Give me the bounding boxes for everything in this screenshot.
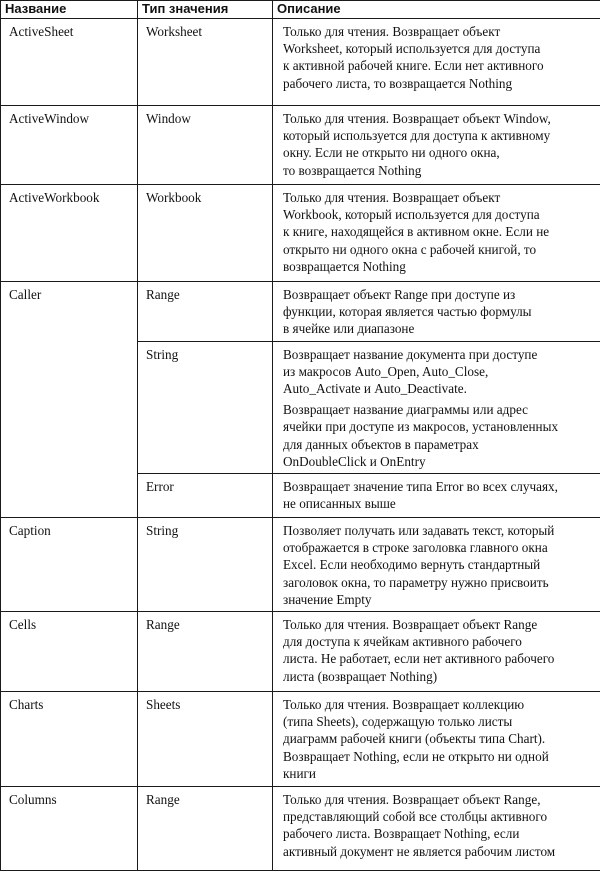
- property-name-cell: ActiveWindow: [1, 106, 138, 185]
- description-cell: [273, 341, 600, 473]
- description-paragraph: [283, 791, 594, 860]
- value-type-cell: Error: [138, 474, 273, 518]
- description-line: диаграмм рабочей книги (объекты типа Chart).: [283, 730, 594, 747]
- description-line: Возвращает объект Range при доступе из: [283, 286, 594, 303]
- table-row: [1, 185, 600, 282]
- description-line: для данных объектов в параметрах: [283, 436, 594, 453]
- description-line: рабочего листа. Возвращает Nothing, если: [283, 825, 594, 842]
- description-line: не описанных выше: [283, 495, 594, 512]
- description-cell: [273, 787, 600, 871]
- description-line: Auto_Activate и Auto_Deactivate.: [283, 380, 594, 397]
- description-paragraph: [283, 23, 594, 92]
- description-line: OnDoubleClick и OnEntry: [283, 453, 594, 470]
- table-row: [1, 518, 600, 612]
- description-cell: [273, 185, 600, 282]
- description-line: Возвращает название документа при доступе: [283, 346, 594, 363]
- description-line: Только для чтения. Возвращает объект Range,: [283, 791, 594, 808]
- description-cell: [273, 612, 600, 692]
- description-line: то возвращается Nothing: [283, 162, 594, 179]
- description-line: возвращается Nothing: [283, 258, 594, 275]
- description-paragraph: [283, 696, 594, 782]
- description-line: открыто ни одного окна с рабочей книгой, то: [283, 241, 594, 258]
- description-line: Возвращает название диаграммы или адрес: [283, 401, 594, 418]
- header-row: [1, 1, 600, 19]
- description-paragraph: [283, 616, 594, 685]
- value-type-cell: String: [138, 341, 273, 473]
- description-line: к книге, находящейся в активном окне. Если не: [283, 223, 594, 240]
- description-line: Только для чтения. Возвращает объект Range: [283, 616, 594, 633]
- value-type-cell: Window: [138, 106, 273, 185]
- description-line: окну. Если не открыто ни одного окна,: [283, 144, 594, 161]
- description-cell: [273, 518, 600, 612]
- description-line: который используется для доступа к активному: [283, 127, 594, 144]
- header-description: Описание: [273, 1, 600, 19]
- description-line: листа (возвращает Nothing): [283, 668, 594, 685]
- table-row: [1, 19, 600, 106]
- table-row: [1, 282, 600, 342]
- property-name-cell: Charts: [1, 692, 138, 787]
- value-type-cell: String: [138, 518, 273, 612]
- table-row: [1, 612, 600, 692]
- table-row: [1, 787, 600, 871]
- description-cell: [273, 282, 600, 342]
- description-line: книги: [283, 765, 594, 782]
- description-cell: [273, 474, 600, 518]
- description-paragraph: [283, 478, 594, 512]
- description-line: Excel. Если необходимо вернуть стандартный: [283, 556, 594, 573]
- description-paragraph: [283, 110, 594, 179]
- description-line: ячейки при доступе из макросов, установленных: [283, 418, 594, 435]
- description-paragraph: [283, 346, 594, 398]
- value-type-cell: Range: [138, 282, 273, 342]
- description-line: Возвращает значение типа Error во всех случаях,: [283, 478, 594, 495]
- description-cell: [273, 19, 600, 106]
- description-line: представляющий собой все столбцы активного: [283, 808, 594, 825]
- description-paragraph: [283, 522, 594, 608]
- description-line: Только для чтения. Возвращает объект: [283, 23, 594, 40]
- description-line: (типа Sheets), содержащую только листы: [283, 713, 594, 730]
- description-line: Worksheet, который используется для доступа: [283, 40, 594, 57]
- description-line: Возвращает Nothing, если не открыто ни одной: [283, 748, 594, 765]
- description-line: заголовок окна, то параметру нужно присвоить: [283, 574, 594, 591]
- description-line: Только для чтения. Возвращает объект Window,: [283, 110, 594, 127]
- description-line: активный документ не является рабочим листом: [283, 843, 594, 860]
- value-type-cell: Workbook: [138, 185, 273, 282]
- value-type-cell: Sheets: [138, 692, 273, 787]
- property-name-cell: ActiveSheet: [1, 19, 138, 106]
- header-name: Название: [1, 1, 138, 19]
- property-name-cell: ActiveWorkbook: [1, 185, 138, 282]
- description-line: Только для чтения. Возвращает объект: [283, 189, 594, 206]
- description-line: отображается в строке заголовка главного окна: [283, 539, 594, 556]
- description-cell: [273, 692, 600, 787]
- value-type-cell: Range: [138, 612, 273, 692]
- table-row: [1, 106, 600, 185]
- description-cell: [273, 106, 600, 185]
- description-paragraph: [283, 401, 594, 470]
- property-name-cell: Caller: [1, 282, 138, 518]
- header-type: Тип значения: [138, 1, 273, 19]
- description-line: функции, которая является частью формулы: [283, 303, 594, 320]
- description-line: листа. Не работает, если нет активного рабочего: [283, 650, 594, 667]
- value-type-cell: Worksheet: [138, 19, 273, 106]
- description-line: значение Empty: [283, 591, 594, 608]
- description-line: для доступа к ячейкам активного рабочего: [283, 633, 594, 650]
- property-name-cell: Columns: [1, 787, 138, 871]
- property-name-cell: Cells: [1, 612, 138, 692]
- description-line: рабочего листа, то возвращается Nothing: [283, 75, 594, 92]
- value-type-cell: Range: [138, 787, 273, 871]
- description-paragraph: [283, 286, 594, 338]
- description-paragraph: [283, 189, 594, 275]
- description-line: из макросов Auto_Open, Auto_Close,: [283, 363, 594, 380]
- table-row: [1, 692, 600, 787]
- property-name-cell: Caption: [1, 518, 138, 612]
- description-line: к активной рабочей книге. Если нет активного: [283, 57, 594, 74]
- description-line: Позволяет получать или задавать текст, который: [283, 522, 594, 539]
- description-line: Только для чтения. Возвращает коллекцию: [283, 696, 594, 713]
- description-line: Workbook, который используется для доступа: [283, 206, 594, 223]
- description-line: в ячейке или диапазоне: [283, 320, 594, 337]
